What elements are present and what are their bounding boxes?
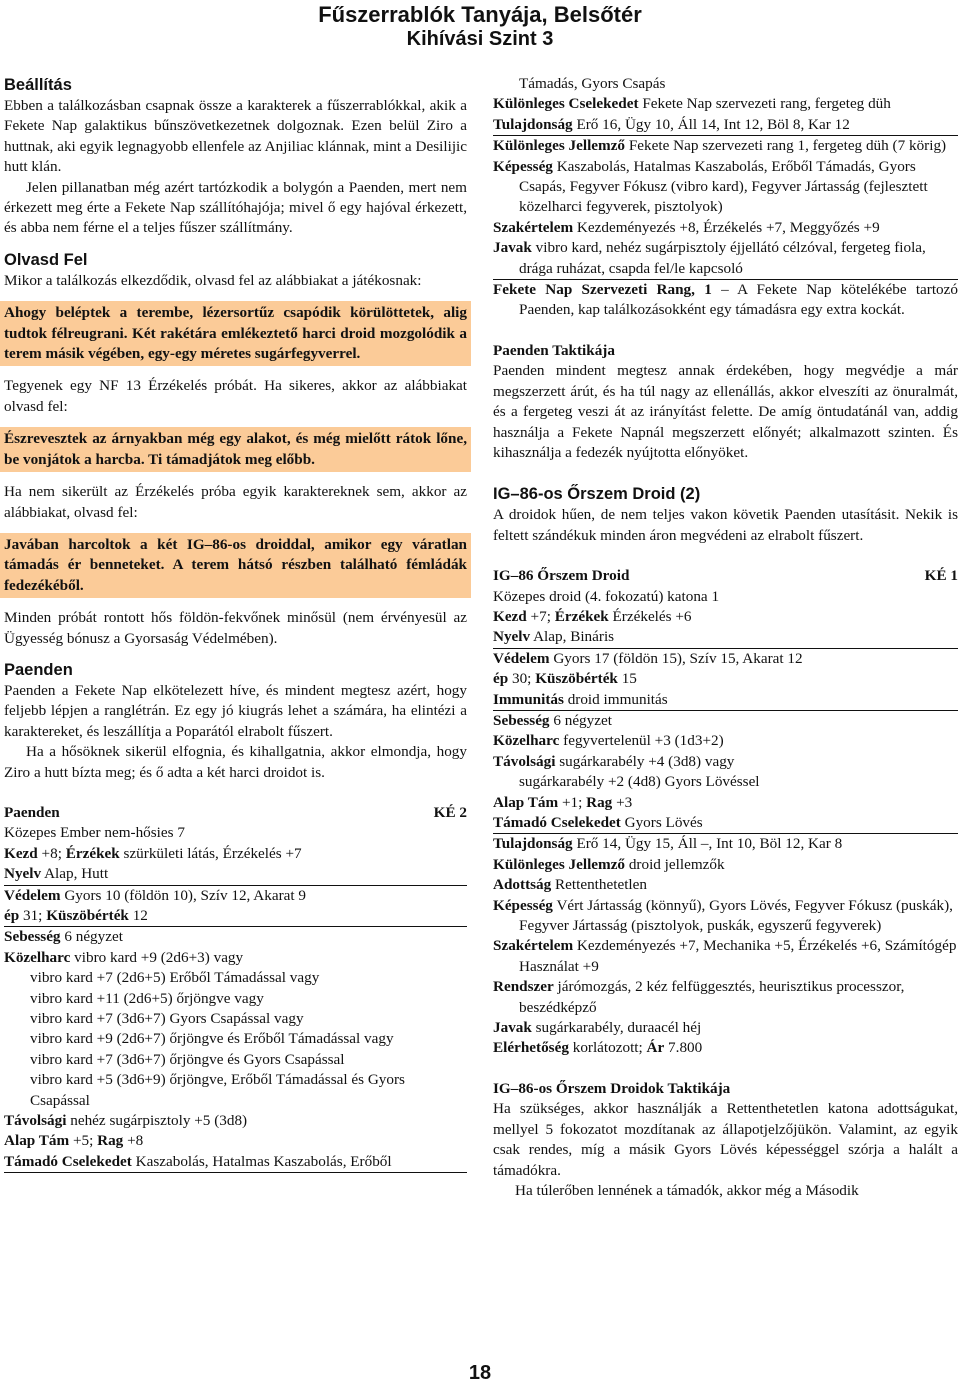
readaloud-box-3: Javában harcoltok a két IG–86-os droiddal, amikor egy váratlan támadás ér benneteket. A terem hátsó részben található fémládák fedezékéből. [0,533,471,598]
stat-senses: Kezd +8; Érzékek szürkületi látás, Érzékelés +7 [4,844,302,862]
stat-bab: Alap Tám +5; Rag +8 [4,1132,144,1150]
droid-tactics-heading: IG–86-os Őrszem Droidok Taktikája [493,1079,731,1097]
droid-statblock [493,566,958,1059]
melee-line: vibro kard +5 (3d6+9) őrjöngve, Erőből Támadással és Gyors Csapással [30,1071,405,1109]
stat-bab: Alap Tám +1; Rag +3 [493,793,633,811]
stat-type: Közepes Ember nem-hősies 7 [4,824,185,842]
melee-line: vibro kard +7 (3d6+7) Gyors Csapással vagy [30,1010,304,1028]
right-column [493,74,958,1201]
stat-immunity: Immunitás droid immunitás [493,690,958,711]
readaloud-box-2: Észrevesztek az árnyakban még egy alakot, és még mielőtt rátok lőne, be vonjátok a harcba. Ti támadjátok meg előbb. [0,427,471,472]
stat-hp: ép 30; Küszöbérték 15 [493,670,637,688]
stat-systems: Rendszer járómozgás, 2 kéz felfüggesztés, heurisztikus processzor, beszédképző [493,978,905,1016]
stat-attack-options-cont: Támadás, Gyors Csapás [519,75,666,92]
readaloud-intro: Mikor a találkozás elkezdődik, olvasd fel az alábbiakat a játékosnak: [4,271,422,289]
paenden-heading: Paenden [4,660,73,679]
stat-talents: Adottság Rettenthetetlen [493,876,647,894]
stat-senses: Kezd +7; Érzékek Érzékelés +6 [493,607,692,625]
paenden-tactics-text: Paenden mindent megtesz annak érdekében, hogy megvédje a már megszerzett árút, és ha túl nagy az ellenállás, akkor elveszíti az önuralmát, és a fergeteg veszi át az irányítást felette. De amíg öntudatánál van, addig használja a Fekete Napnál megszerzett előnyét; alkalmazott szinten. És kihasználja a fedezék nyújtotta előnyöket. [493,362,958,461]
stat-special-actions: Különleges Cselekedet Fekete Nap szervezeti rang, fergeteg düh [493,95,891,113]
paenden-paragraph-2: Ha a hősöknek sikerül elfognia, és kihallgatnia, akkor elmondja, hogy Ziro a hutt bízta meg; és ő adta a két harci droidot is. [4,743,467,781]
stat-hp: ép 31; Küszöbérték 12 [4,906,467,927]
stat-name: IG–86 Őrszem Droid [493,567,630,585]
stat-ranged: Távolsági nehéz sugárpisztoly +5 (3d8) [4,1112,248,1130]
perception-fail: Ha nem sikerült az Érzékelés próba egyik karaktereknek sem, akkor az alábbiakat, olvasd fel: [4,483,467,521]
stat-type: Közepes droid (4. fokozatú) katona 1 [493,587,720,605]
stat-skills: Szakértelem Kezdeményezés +7, Mechanika +5, Érzékelés +6, Számítógép Használat +9 [493,937,957,975]
page-title: Fűszerrablók Tanyája, Belsőtér [318,2,642,27]
stat-attack-options: Támadó Cselekedet Kaszabolás, Hatalmas Kaszabolás, Erőből [4,1152,467,1173]
statblock-title [4,803,467,823]
stat-abilities: Tulajdonság Erő 14, Ügy 15, Áll –, Int 10, Böl 12, Kar 8 [493,835,843,853]
stat-ke: KÉ 2 [433,803,467,821]
setting-heading: Beállítás [4,76,72,94]
stat-language: Nyelv Alap, Hutt [4,864,467,885]
melee-line: vibro kard +11 (2d6+5) őrjöngve vagy [30,989,264,1007]
setting-paragraph-1: Ebben a találkozásban csapnak össze a karakterek a fűszerrablókkal, akik a Fekete Nap galaktikus bűnszövetkezetnek dolgoznak. Ezen belül Ziro a huttnak, aki egyik legnagyobb ellenfele az Anjiliac klánnak, mint a Desilijic hutt klán. [4,97,467,176]
paenden-tactics-heading: Paenden Taktikája [493,341,615,359]
stat-ranged: Távolsági sugárkarabély +4 (3d8) vagy [493,752,735,770]
stat-special-qualities: Különleges Jellemző Fekete Nap szervezeti rang 1, fergeteg düh (7 körig) [493,137,947,155]
stat-language: Nyelv Alap, Bináris [493,627,958,648]
stat-defense: Védelem Gyors 17 (földön 15), Szív 15, Akarat 12 [493,649,803,667]
prone-note: Minden próbát rontott hős földön-fekvőnek minősül (nem érvényesül az Ügyesség bónusz a Gyorsaság Védelmében). [4,609,467,647]
stat-possessions: Javak vibro kard, nehéz sugárpisztoly éjjellátó célzóval, fergeteg fiola, drága ruházat, csapda fel/le kapcsoló [493,238,958,280]
droid-heading: IG–86-os Őrszem Droid (2) [493,485,701,504]
readaloud-box-1: Ahogy beléptek a terembe, lézersortűz csapódik körülöttetek, alig tudtok félreugrani. Két rakétára emlékeztető harci droid mozgolódik a terem másik végében, egy-egy méretes sugárfegyverrel. [0,301,471,366]
ranged-line: sugárkarabély +2 (4d8) Gyors Lövéssel [519,773,760,791]
readaloud-heading: Olvasd Fel [4,250,88,269]
melee-line: vibro kard +9 (2d6+7) őrjöngve és Erőből Támadással vagy [30,1030,394,1048]
droid-tactics-paragraph-1: Ha szükséges, akkor használják a Rettenthetetlen katona adottságukat, mellyel 5 fokozatot mozdítanak az állapotjelzőjükön. Valamint, az egyik csak rendes, míg a másik Gyors Lövés képességgel szórja a halált a támadókra. [493,1100,958,1179]
stat-feats: Képesség Kaszabolás, Hatalmas Kaszabolás, Erőből Támadás, Gyors Csapás, Fegyver Fókusz (vibro kard), Fegyver Jártasság (fejlesztett közelharci fegyverek, pisztolyok) [493,157,928,216]
stat-availability: Elérhetőség korlátozott; Ár 7.800 [493,1039,703,1057]
stat-ke: KÉ 1 [924,567,958,585]
stat-melee: Közelharc vibro kard +9 (2d6+3) vagy [4,948,244,966]
melee-line: vibro kard +7 (2d6+5) Erőből Támadással vagy [30,969,320,987]
paenden-statblock [4,803,467,1173]
stat-name: Paenden [4,803,60,821]
melee-line: vibro kard +7 (3d6+7) őrjöngve és Gyors Csapással [30,1050,345,1068]
statblock-title [493,566,958,586]
left-column [4,74,467,1173]
stat-attack-options: Támadó Cselekedet Gyors Lövés [493,813,958,834]
stat-feats: Képesség Vért Jártasság (könnyű), Gyors Lövés, Fegyver Fókusz (puskák), Fegyver Jártasság (pisztolyok, puskák, egyszerű fegyverek) [493,896,953,935]
page-number: 18 [468,1362,492,1384]
setting-paragraph-2: Jelen pillanatban még azért tartózkodik a bolygón a Paenden, mert nem érkezett meg érte a Fekete Nap szállítóhajója; mivel ő egy hajóval érkezett, és abba nem férne el a teljes fűszer szállítmány. [4,178,467,237]
paenden-paragraph-1: Paenden a Fekete Nap elkötelezett híve, és mindent megtesz azért, hogy feljebb lépjen a ranglétrán. Ez egy jó kiugrás lehet a számára, ha elintézi a karaktereket, és leszállítja a Poparától elrabolt fűszert. [4,681,467,740]
stat-black-sun-rank: Fekete Nap Szervezeti Rang, 1 – A Fekete Nap kötelékébe tartozó Paenden, kap találkozásokként egy támadásra egy extra kockát. [493,281,958,319]
stat-speed: Sebesség 6 négyzet [4,928,123,946]
stat-special-qualities: Különleges Jellemző droid jellemzők [493,855,725,873]
droid-tactics-paragraph-2: Ha túlerőben lennének a támadók, akkor még a Második [515,1181,859,1199]
perception-check: Tegyenek egy NF 13 Érzékelés próbát. Ha sikeres, akkor az alábbiakat olvasd fel: [4,377,467,415]
stat-melee: Közelharc fegyvertelenül +3 (1d3+2) [493,732,724,750]
page-subtitle: Kihívási Szint 3 [406,28,554,50]
droid-description: A droidok hűen, de nem teljes vakon követik Paenden utasításit. Nekik is feltett szándékuk minden áron megvédeni az elrabolt fűszert. [493,506,958,544]
stat-possessions: Javak sugárkarabély, duraacél héj [493,1019,702,1037]
stat-abilities: Tulajdonság Erő 16, Ügy 10, Áll 14, Int 12, Böl 8, Kar 12 [493,115,958,136]
stat-defense: Védelem Gyors 10 (földön 10), Szív 12, Akarat 9 [4,886,307,904]
stat-skills: Szakértelem Kezdeményezés +8, Érzékelés +7, Meggyőzés +9 [493,218,880,236]
stat-speed: Sebesség 6 négyzet [493,711,612,729]
